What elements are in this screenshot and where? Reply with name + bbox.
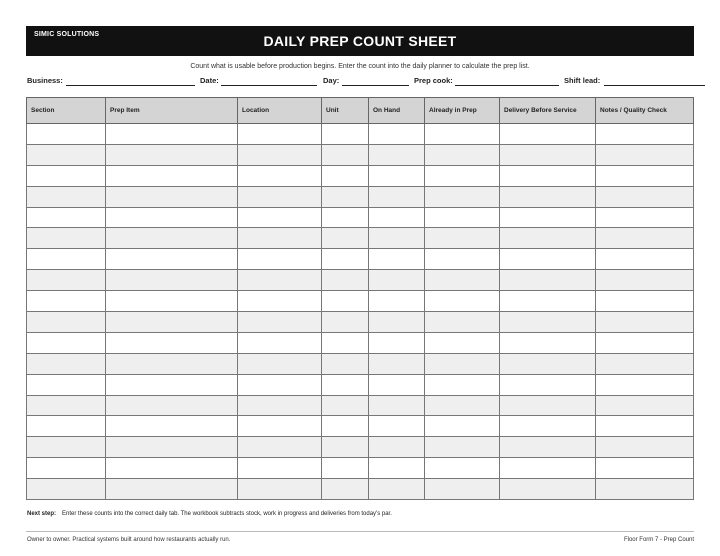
business-label: Business: — [27, 76, 63, 85]
business-field[interactable] — [66, 85, 195, 86]
instructions-text: Count what is usable before production begins. Enter the count into the daily planner to calculate the prep list. — [190, 63, 530, 70]
table-cell[interactable] — [27, 353, 106, 374]
next-step-note — [27, 511, 392, 517]
table-cell[interactable] — [27, 124, 106, 145]
table-cell[interactable] — [106, 249, 238, 270]
table-cell[interactable] — [27, 165, 106, 186]
table-cell[interactable] — [500, 458, 596, 479]
table-row — [27, 479, 694, 500]
column-header-notes: Notes / Quality Check — [596, 98, 694, 124]
table-cell[interactable] — [425, 374, 500, 395]
prep-cook-label: Prep cook: — [414, 76, 453, 85]
table-cell[interactable] — [596, 416, 694, 437]
table-cell[interactable] — [500, 165, 596, 186]
table-cell[interactable] — [369, 207, 425, 228]
table-cell[interactable] — [322, 207, 369, 228]
table-cell[interactable] — [425, 312, 500, 333]
shift-lead-label: Shift lead: — [564, 76, 601, 85]
table-cell[interactable] — [27, 270, 106, 291]
table-cell[interactable] — [238, 312, 322, 333]
table-cell[interactable] — [369, 270, 425, 291]
table-cell[interactable] — [596, 165, 694, 186]
table-row — [27, 374, 694, 395]
column-header-on-hand: On Hand — [369, 98, 425, 124]
table-cell[interactable] — [106, 437, 238, 458]
table-row — [27, 186, 694, 207]
date-label: Date: — [200, 76, 219, 85]
table-row — [27, 124, 694, 145]
table-cell[interactable] — [596, 458, 694, 479]
table-cell[interactable] — [238, 186, 322, 207]
table-row — [27, 312, 694, 333]
table-row — [27, 270, 694, 291]
table-cell[interactable] — [500, 270, 596, 291]
table-cell[interactable] — [369, 249, 425, 270]
table-cell[interactable] — [106, 374, 238, 395]
table-cell[interactable] — [27, 395, 106, 416]
table-cell[interactable] — [322, 228, 369, 249]
table-cell[interactable] — [322, 437, 369, 458]
next-step-text: Enter these counts into the correct daily tab. The workbook subtracts stock, work in progress and deliveries from today's par. — [62, 511, 392, 517]
table-row — [27, 395, 694, 416]
table-cell[interactable] — [425, 228, 500, 249]
table-cell[interactable] — [238, 144, 322, 165]
table-cell[interactable] — [238, 374, 322, 395]
table-cell[interactable] — [238, 395, 322, 416]
column-header-prep-item: Prep Item — [106, 98, 238, 124]
table-cell[interactable] — [500, 207, 596, 228]
table-cell[interactable] — [500, 186, 596, 207]
table-cell[interactable] — [106, 270, 238, 291]
table-cell[interactable] — [425, 458, 500, 479]
table-cell[interactable] — [596, 479, 694, 500]
table-cell[interactable] — [596, 186, 694, 207]
table-row — [27, 144, 694, 165]
table-cell[interactable] — [596, 395, 694, 416]
table-cell[interactable] — [106, 479, 238, 500]
table-cell[interactable] — [106, 144, 238, 165]
prep-count-table — [26, 97, 694, 500]
table-cell[interactable] — [322, 353, 369, 374]
table-cell[interactable] — [596, 249, 694, 270]
table-cell[interactable] — [27, 291, 106, 312]
table-row — [27, 165, 694, 186]
table-cell[interactable] — [500, 353, 596, 374]
table-cell[interactable] — [238, 207, 322, 228]
table-cell[interactable] — [596, 312, 694, 333]
table-cell[interactable] — [369, 479, 425, 500]
table-cell[interactable] — [27, 458, 106, 479]
table-cell[interactable] — [369, 458, 425, 479]
table-cell[interactable] — [369, 186, 425, 207]
table-cell[interactable] — [238, 437, 322, 458]
table-cell[interactable] — [500, 312, 596, 333]
form-fields — [27, 76, 707, 88]
table-cell[interactable] — [238, 479, 322, 500]
table-cell[interactable] — [106, 186, 238, 207]
table-cell[interactable] — [106, 291, 238, 312]
table-cell[interactable] — [322, 144, 369, 165]
table-cell[interactable] — [369, 395, 425, 416]
shift-lead-field[interactable] — [604, 85, 705, 86]
footer-form-id: Floor Form 7 - Prep Count — [623, 537, 694, 543]
table-cell[interactable] — [500, 291, 596, 312]
table-cell[interactable] — [322, 374, 369, 395]
table-cell[interactable] — [27, 374, 106, 395]
table-cell[interactable] — [369, 291, 425, 312]
table-cell[interactable] — [425, 332, 500, 353]
page-title: DAILY PREP COUNT SHEET — [263, 33, 457, 49]
table-cell[interactable] — [238, 416, 322, 437]
table-cell[interactable] — [596, 144, 694, 165]
table-cell[interactable] — [322, 312, 369, 333]
table-cell[interactable] — [500, 332, 596, 353]
table-cell[interactable] — [596, 207, 694, 228]
table-body — [27, 124, 694, 500]
table-cell[interactable] — [322, 416, 369, 437]
table-cell[interactable] — [425, 249, 500, 270]
table-cell[interactable] — [238, 124, 322, 145]
table-row — [27, 416, 694, 437]
table-cell[interactable] — [596, 353, 694, 374]
table-cell[interactable] — [27, 228, 106, 249]
table-cell[interactable] — [238, 458, 322, 479]
table-cell[interactable] — [322, 479, 369, 500]
table-cell[interactable] — [322, 332, 369, 353]
table-cell[interactable] — [238, 249, 322, 270]
table-cell[interactable] — [27, 249, 106, 270]
table-cell[interactable] — [500, 374, 596, 395]
table-cell[interactable] — [596, 124, 694, 145]
table-cell[interactable] — [238, 353, 322, 374]
table-cell[interactable] — [369, 312, 425, 333]
table-cell[interactable] — [322, 395, 369, 416]
table-cell[interactable] — [322, 165, 369, 186]
table-cell[interactable] — [106, 228, 238, 249]
table-cell[interactable] — [27, 312, 106, 333]
table-cell[interactable] — [500, 228, 596, 249]
table-cell[interactable] — [27, 479, 106, 500]
table-cell[interactable] — [425, 270, 500, 291]
table-cell[interactable] — [369, 332, 425, 353]
table-cell[interactable] — [425, 395, 500, 416]
table-cell[interactable] — [369, 144, 425, 165]
header-bar — [26, 26, 694, 56]
table-cell[interactable] — [425, 416, 500, 437]
table-cell[interactable] — [596, 332, 694, 353]
table-cell[interactable] — [238, 291, 322, 312]
day-label: Day: — [323, 76, 340, 85]
table-row — [27, 353, 694, 374]
table-cell[interactable] — [322, 124, 369, 145]
table-cell[interactable] — [106, 458, 238, 479]
column-header-already-in-prep: Already in Prep — [425, 98, 500, 124]
table-row — [27, 249, 694, 270]
table-cell[interactable] — [106, 416, 238, 437]
table-cell[interactable] — [500, 144, 596, 165]
table-cell[interactable] — [425, 207, 500, 228]
table-cell[interactable] — [425, 437, 500, 458]
table-cell[interactable] — [27, 416, 106, 437]
column-header-section: Section — [27, 98, 106, 124]
table-cell[interactable] — [369, 124, 425, 145]
table-cell[interactable] — [106, 207, 238, 228]
table-cell[interactable] — [425, 291, 500, 312]
table-cell[interactable] — [106, 332, 238, 353]
table-cell[interactable] — [425, 124, 500, 145]
footer-tagline: Owner to owner. Practical systems built around how restaurants actually run. — [27, 537, 231, 543]
table-cell[interactable] — [322, 186, 369, 207]
table-cell[interactable] — [500, 395, 596, 416]
table-cell[interactable] — [238, 270, 322, 291]
prep-cook-field[interactable] — [455, 85, 559, 86]
table-cell[interactable] — [500, 479, 596, 500]
table-cell[interactable] — [369, 416, 425, 437]
table-cell[interactable] — [322, 249, 369, 270]
column-header-unit: Unit — [322, 98, 369, 124]
next-step-label: Next step: — [27, 511, 57, 517]
column-header-location: Location — [238, 98, 322, 124]
table-cell[interactable] — [27, 207, 106, 228]
table-cell[interactable] — [322, 270, 369, 291]
table-cell[interactable] — [425, 144, 500, 165]
table-cell[interactable] — [500, 249, 596, 270]
brand-name: SIMIC SOLUTIONS — [34, 31, 100, 38]
table-cell[interactable] — [500, 416, 596, 437]
table-cell[interactable] — [369, 374, 425, 395]
date-field[interactable] — [221, 85, 317, 86]
table-row — [27, 437, 694, 458]
table-cell[interactable] — [596, 437, 694, 458]
table-cell[interactable] — [500, 124, 596, 145]
table-cell[interactable] — [425, 165, 500, 186]
footer-divider — [26, 531, 694, 532]
table-cell[interactable] — [500, 437, 596, 458]
table-cell[interactable] — [106, 165, 238, 186]
table-cell[interactable] — [27, 437, 106, 458]
table-cell[interactable] — [27, 332, 106, 353]
table-cell[interactable] — [596, 291, 694, 312]
table-cell[interactable] — [596, 270, 694, 291]
table-cell[interactable] — [322, 291, 369, 312]
table-row — [27, 228, 694, 249]
table-cell[interactable] — [322, 458, 369, 479]
table-cell[interactable] — [596, 374, 694, 395]
table-cell[interactable] — [369, 165, 425, 186]
table-cell[interactable] — [425, 479, 500, 500]
table-cell[interactable] — [238, 228, 322, 249]
table-cell[interactable] — [425, 353, 500, 374]
table-cell[interactable] — [106, 395, 238, 416]
table-row — [27, 332, 694, 353]
table-cell[interactable] — [27, 186, 106, 207]
table-cell[interactable] — [369, 437, 425, 458]
table-cell[interactable] — [369, 228, 425, 249]
table-cell[interactable] — [238, 165, 322, 186]
table-cell[interactable] — [425, 186, 500, 207]
table-cell[interactable] — [106, 312, 238, 333]
table-row — [27, 291, 694, 312]
table-cell[interactable] — [596, 228, 694, 249]
table-cell[interactable] — [27, 144, 106, 165]
table-cell[interactable] — [369, 353, 425, 374]
table-header-row — [27, 98, 694, 124]
table-cell[interactable] — [106, 124, 238, 145]
table-row — [27, 458, 694, 479]
table-cell[interactable] — [238, 332, 322, 353]
column-header-delivery: Delivery Before Service — [500, 98, 596, 124]
table-row — [27, 207, 694, 228]
day-field[interactable] — [342, 85, 409, 86]
table-cell[interactable] — [106, 353, 238, 374]
